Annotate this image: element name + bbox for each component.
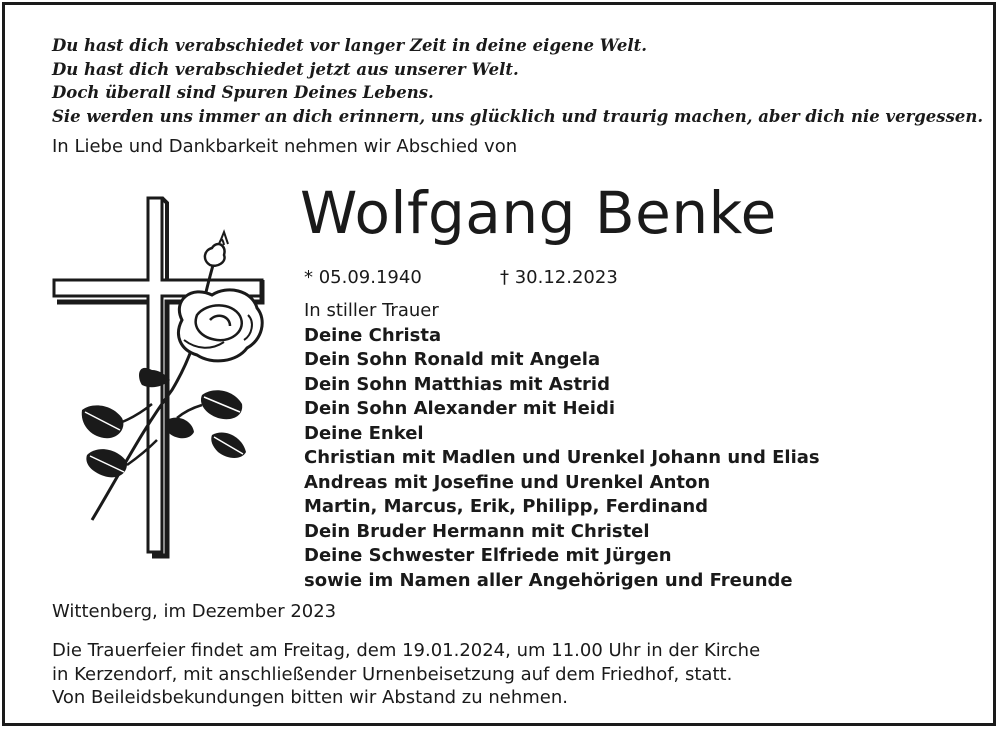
rose-bloom bbox=[178, 290, 262, 361]
deceased-name: Wolfgang Benke bbox=[300, 179, 777, 247]
poem bbox=[52, 34, 983, 128]
poem-line: Doch überall sind Spuren Deines Lebens. bbox=[52, 83, 434, 102]
cross-with-rose-icon bbox=[52, 190, 272, 560]
mourner-line: Dein Bruder Hermann mit Christel bbox=[304, 520, 650, 542]
poem-line: Du hast dich verabschiedet jetzt aus unserer Welt. bbox=[52, 59, 519, 79]
poem-line: Sie werden uns immer an dich erinnern, uns glücklich und traurig machen, aber dich nie vergessen. bbox=[52, 106, 984, 126]
mourner-line: Deine Enkel bbox=[304, 422, 424, 444]
mourner-line: Dein Sohn Alexander mit Heidi bbox=[304, 398, 616, 419]
ceremony-line: Die Trauerfeier findet am Freitag, dem 19.01.2024, um 11.00 Uhr in der Kirche bbox=[52, 640, 761, 661]
mourner-line: Deine Christa bbox=[304, 324, 442, 346]
intro-text: In Liebe und Dankbarkeit nehmen wir Abschied von bbox=[52, 136, 518, 157]
birth-date: * 05.09.1940 bbox=[304, 267, 422, 288]
life-dates bbox=[304, 266, 618, 290]
ceremony-line: Von Beileidsbekundungen bitten wir Abstand zu nehmen. bbox=[52, 687, 568, 708]
poem-line: Du hast dich verabschiedet vor langer Zeit in deine eigene Welt. bbox=[52, 36, 648, 55]
mourners-list bbox=[304, 299, 820, 593]
death-date: † 30.12.2023 bbox=[500, 267, 618, 288]
mourner-line: Dein Sohn Ronald mit Angela bbox=[304, 349, 601, 370]
mourner-line: Martin, Marcus, Erik, Philipp, Ferdinand bbox=[304, 496, 709, 517]
ceremony-line: in Kerzendorf, mit anschließender Urnenbeisetzung auf dem Friedhof, statt. bbox=[52, 663, 733, 685]
mourner-line: Andreas mit Josefine und Urenkel Anton bbox=[304, 471, 711, 493]
mourner-line: sowie im Namen aller Angehörigen und Freunde bbox=[304, 569, 793, 591]
mourner-line: Dein Sohn Matthias mit Astrid bbox=[304, 373, 610, 395]
ceremony-info bbox=[52, 639, 760, 710]
mourner-line: Deine Schwester Elfriede mit Jürgen bbox=[304, 545, 672, 566]
place-date: Wittenberg, im Dezember 2023 bbox=[52, 601, 337, 622]
mourners-label: In stiller Trauer bbox=[304, 300, 439, 321]
mourner-line: Christian mit Madlen und Urenkel Johann und Elias bbox=[304, 447, 820, 468]
